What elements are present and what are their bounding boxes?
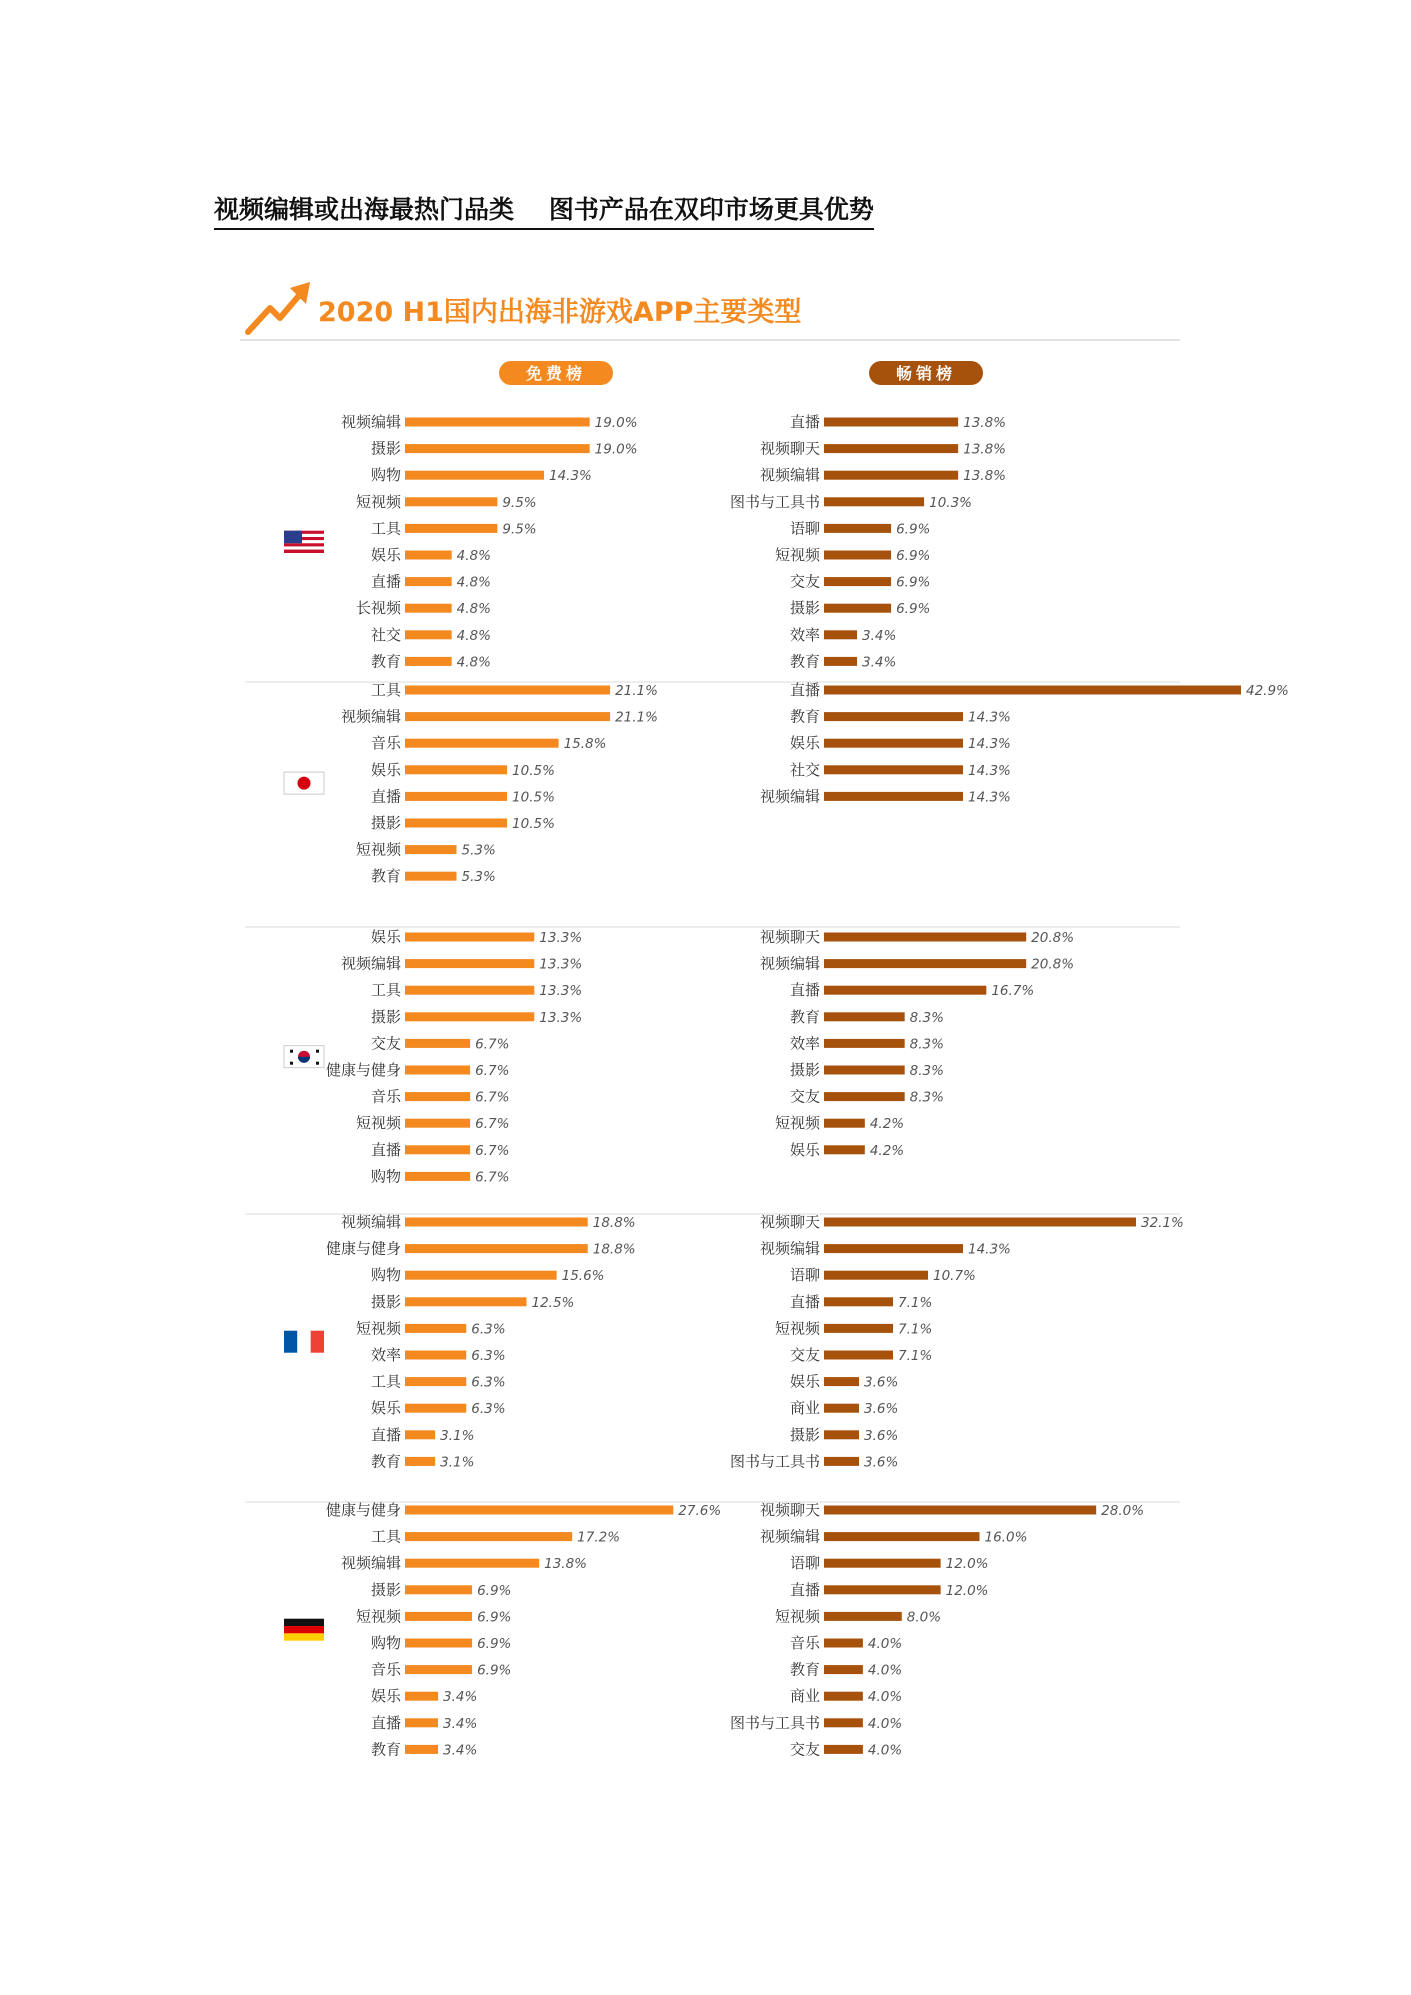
paid-bar [824, 1145, 865, 1154]
free-bar [405, 1324, 466, 1333]
free-category-label: 直播 [370, 787, 401, 806]
paid-category-label: 视频聊天 [759, 928, 820, 946]
paid-category-label: 效率 [789, 625, 820, 644]
free-category-label: 娱乐 [370, 546, 401, 564]
paid-category-label: 语聊 [789, 1554, 820, 1573]
free-bar [405, 739, 559, 748]
free-value-label: 13.3% [539, 930, 583, 946]
paid-bar [824, 959, 1026, 968]
free-category-label: 购物 [370, 1266, 401, 1285]
paid-bar [824, 577, 891, 586]
paid-bar [824, 1244, 963, 1253]
paid-category-label: 交友 [789, 572, 820, 591]
paid-value-label: 13.8% [963, 468, 1007, 485]
paid-category-label: 图书与工具书 [729, 1452, 820, 1471]
free-value-label: 6.9% [477, 1636, 512, 1652]
paid-bar [824, 686, 1241, 695]
free-bar [405, 1585, 472, 1594]
free-value-label: 10.5% [512, 789, 555, 806]
free-category-label: 健康与健身 [325, 1061, 401, 1079]
free-bar [405, 471, 544, 480]
paid-category-label: 视频聊天 [759, 439, 820, 458]
free-value-label: 6.7% [475, 1169, 510, 1186]
free-bar [405, 712, 610, 721]
free-value-label: 13.8% [544, 1556, 588, 1573]
paid-value-label: 10.3% [929, 494, 973, 511]
free-value-label: 4.8% [456, 574, 491, 591]
paid-category-label: 教育 [789, 1007, 820, 1026]
free-value-label: 3.4% [443, 1689, 478, 1706]
free-value-label: 3.4% [443, 1742, 478, 1759]
free-bar [405, 1745, 438, 1754]
free-bar [405, 1718, 438, 1727]
free-value-label: 10.5% [512, 762, 555, 779]
paid-category-label: 短视频 [774, 546, 820, 564]
free-value-label: 4.8% [456, 627, 491, 644]
free-category-label: 摄影 [370, 814, 401, 832]
paid-value-label: 4.0% [867, 1715, 903, 1732]
paid-value-label: 32.1% [1141, 1215, 1184, 1231]
free-value-label: 6.9% [477, 1609, 512, 1626]
free-bar [405, 577, 452, 586]
paid-bar [824, 986, 986, 995]
free-bar [405, 604, 452, 613]
free-value-label: 6.3% [471, 1374, 506, 1391]
chart-title: 2020 H1国内出海非游戏APP主要类型 [318, 297, 802, 328]
paid-category-label: 交友 [789, 1346, 820, 1364]
free-bar [405, 1012, 534, 1021]
free-value-label: 6.7% [475, 1142, 510, 1159]
paid-value-label: 14.3% [967, 1241, 1011, 1258]
paid-bar [824, 604, 891, 613]
free-bar [405, 497, 497, 506]
paid-bar [824, 1457, 859, 1466]
paid-bar [824, 1532, 980, 1541]
paid-category-label: 直播 [789, 681, 820, 699]
paid-value-label: 10.7% [933, 1268, 976, 1285]
paid-value-label: 3.6% [863, 1401, 899, 1418]
fr-flag-icon [284, 1331, 324, 1353]
free-bar [405, 959, 534, 968]
paid-value-label: 8.3% [909, 1036, 944, 1053]
paid-value-label: 4.2% [869, 1142, 905, 1159]
free-value-label: 21.1% [615, 683, 658, 699]
paid-bar [824, 1718, 863, 1727]
paid-category-label: 摄影 [789, 1061, 820, 1079]
paid-value-label: 4.0% [867, 1662, 903, 1679]
free-category-label: 工具 [370, 1527, 401, 1546]
paid-value-label: 4.2% [869, 1116, 905, 1133]
paid-bar [824, 1271, 928, 1280]
paid-value-label: 3.6% [863, 1427, 899, 1444]
free-category-label: 教育 [370, 1740, 401, 1759]
paid-category-label: 短视频 [774, 1607, 820, 1626]
paid-category-label: 交友 [789, 1740, 820, 1759]
free-bar [405, 792, 507, 801]
paid-bar [824, 712, 963, 721]
paid-category-label: 娱乐 [789, 734, 820, 753]
paid-value-label: 16.0% [984, 1529, 1028, 1546]
paid-category-label: 教育 [789, 707, 820, 726]
free-value-label: 5.3% [461, 869, 496, 886]
free-bar [405, 686, 610, 695]
free-category-label: 直播 [370, 1713, 401, 1732]
free-bar [405, 872, 457, 881]
free-category-label: 摄影 [370, 439, 401, 458]
free-bar [405, 1244, 588, 1253]
free-category-label: 健康与健身 [325, 1239, 401, 1258]
paid-value-label: 8.3% [909, 1089, 944, 1106]
free-category-label: 购物 [370, 1634, 401, 1652]
paid-category-label: 交友 [789, 1087, 820, 1106]
free-category-label: 工具 [370, 519, 401, 538]
paid-bar [824, 1665, 863, 1674]
free-bar [405, 1430, 435, 1439]
free-category-label: 交友 [370, 1034, 401, 1053]
paid-bar [824, 1218, 1136, 1227]
paid-value-label: 20.8% [1031, 930, 1075, 946]
free-value-label: 6.7% [475, 1089, 510, 1106]
paid-value-label: 13.8% [963, 415, 1007, 431]
free-bar [405, 1377, 466, 1386]
free-bar [405, 1532, 572, 1541]
paid-bar [824, 765, 963, 774]
free-value-label: 15.6% [561, 1268, 605, 1285]
paid-value-label: 14.3% [967, 762, 1011, 779]
paid-value-label: 28.0% [1101, 1503, 1145, 1519]
paid-bar [824, 933, 1026, 942]
free-value-label: 6.7% [475, 1063, 510, 1079]
free-value-label: 14.3% [548, 468, 592, 485]
paid-value-label: 8.0% [906, 1609, 942, 1626]
free-category-label: 直播 [370, 572, 401, 591]
paid-column-title: 畅销榜 [895, 364, 957, 383]
free-bar [405, 630, 452, 639]
paid-category-label: 图书与工具书 [729, 1713, 820, 1732]
free-category-label: 短视频 [355, 840, 401, 859]
paid-category-label: 短视频 [774, 1114, 820, 1133]
free-category-label: 社交 [370, 625, 401, 644]
free-bar [405, 1066, 470, 1075]
paid-bar [824, 551, 891, 560]
paid-value-label: 6.9% [896, 521, 931, 538]
paid-bar [824, 1092, 905, 1101]
free-category-label: 教育 [370, 867, 401, 886]
paid-category-label: 视频编辑 [759, 466, 820, 485]
paid-bar [824, 1692, 863, 1701]
paid-value-label: 3.6% [863, 1374, 899, 1391]
us-flag-icon [284, 531, 324, 553]
de-flag-icon [284, 1619, 324, 1641]
paid-bar [824, 1639, 863, 1648]
free-bar [405, 551, 452, 560]
free-value-label: 6.9% [477, 1582, 512, 1599]
free-category-label: 教育 [370, 652, 401, 671]
free-bar [405, 1172, 470, 1181]
free-value-label: 9.5% [502, 521, 537, 538]
free-column-title: 免费榜 [525, 364, 587, 383]
free-bar [405, 418, 590, 427]
free-bar [405, 1297, 527, 1306]
paid-bar [824, 1404, 859, 1413]
paid-category-label: 视频聊天 [759, 1213, 820, 1231]
free-value-label: 15.8% [563, 736, 607, 753]
free-category-label: 视频编辑 [340, 1554, 401, 1573]
paid-bar [824, 630, 857, 639]
free-category-label: 娱乐 [370, 760, 401, 779]
chart-panel [240, 262, 1289, 1832]
free-value-label: 19.0% [594, 415, 638, 431]
paid-bar [824, 1745, 863, 1754]
free-value-label: 3.1% [440, 1427, 475, 1444]
free-category-label: 摄影 [370, 1292, 401, 1311]
paid-category-label: 音乐 [789, 1634, 820, 1652]
paid-bar [824, 1377, 859, 1386]
free-value-label: 6.7% [475, 1036, 510, 1053]
paid-category-label: 娱乐 [789, 1372, 820, 1391]
paid-value-label: 16.7% [991, 983, 1035, 1000]
free-category-label: 视频编辑 [340, 1213, 401, 1231]
free-category-label: 音乐 [370, 1660, 401, 1679]
paid-value-label: 7.1% [898, 1294, 933, 1311]
paid-category-label: 摄影 [789, 1425, 820, 1444]
free-bar [405, 986, 534, 995]
paid-category-label: 语聊 [789, 1266, 820, 1285]
free-value-label: 13.3% [539, 1009, 583, 1026]
free-bar [405, 1639, 472, 1648]
free-bar [405, 1271, 557, 1280]
free-bar [405, 845, 457, 854]
free-bar [405, 1665, 472, 1674]
paid-value-label: 4.0% [867, 1689, 903, 1706]
free-value-label: 18.8% [592, 1215, 636, 1231]
paid-bar [824, 1506, 1096, 1515]
free-bar [405, 1612, 472, 1621]
free-category-label: 购物 [370, 466, 401, 485]
page-heading: 视频编辑或出海最热门品类 图书产品在双印市场更具优势 [214, 190, 874, 230]
chart-svg [240, 262, 1289, 1832]
free-value-label: 6.3% [471, 1348, 506, 1364]
paid-bar [824, 1066, 905, 1075]
free-bar [405, 524, 497, 533]
free-category-label: 健康与健身 [325, 1501, 401, 1519]
paid-bar [824, 471, 958, 480]
free-category-label: 短视频 [355, 1114, 401, 1133]
paid-value-label: 6.9% [896, 574, 931, 591]
free-category-label: 摄影 [370, 1007, 401, 1026]
paid-value-label: 7.1% [898, 1321, 933, 1338]
free-category-label: 工具 [370, 681, 401, 699]
paid-value-label: 8.3% [909, 1009, 944, 1026]
free-bar [405, 933, 534, 942]
free-bar [405, 1218, 588, 1227]
free-bar [405, 1506, 673, 1515]
free-bar [405, 657, 452, 666]
paid-category-label: 效率 [789, 1034, 820, 1053]
free-bar [405, 1559, 539, 1568]
free-category-label: 音乐 [370, 1087, 401, 1106]
paid-category-label: 短视频 [774, 1319, 820, 1338]
paid-value-label: 13.8% [963, 441, 1007, 458]
paid-bar [824, 1119, 865, 1128]
paid-bar [824, 1324, 893, 1333]
free-value-label: 10.5% [512, 816, 555, 832]
free-bar [405, 765, 507, 774]
paid-category-label: 图书与工具书 [729, 492, 820, 511]
paid-value-label: 6.9% [896, 601, 931, 618]
paid-value-label: 8.3% [909, 1063, 944, 1079]
free-category-label: 效率 [370, 1346, 401, 1364]
free-value-label: 3.1% [440, 1454, 475, 1471]
free-value-label: 17.2% [577, 1529, 621, 1546]
free-bar [405, 1119, 470, 1128]
free-bar [405, 1039, 470, 1048]
paid-category-label: 语聊 [789, 519, 820, 538]
free-category-label: 工具 [370, 981, 401, 1000]
free-category-label: 视频编辑 [340, 954, 401, 973]
free-category-label: 摄影 [370, 1580, 401, 1599]
paid-value-label: 6.9% [896, 548, 931, 564]
free-category-label: 短视频 [355, 1607, 401, 1626]
paid-bar [824, 524, 891, 533]
paid-bar [824, 418, 958, 427]
paid-category-label: 商业 [789, 1399, 820, 1418]
free-value-label: 3.4% [443, 1715, 478, 1732]
paid-category-label: 社交 [789, 760, 820, 779]
paid-value-label: 42.9% [1245, 683, 1289, 699]
paid-bar [824, 497, 924, 506]
paid-category-label: 视频编辑 [759, 787, 820, 806]
paid-bar [824, 1559, 941, 1568]
free-category-label: 购物 [370, 1167, 401, 1186]
free-bar [405, 1351, 466, 1360]
paid-bar [824, 1039, 905, 1048]
paid-bar [824, 1297, 893, 1306]
paid-value-label: 12.0% [945, 1556, 989, 1573]
free-category-label: 教育 [370, 1452, 401, 1471]
paid-category-label: 商业 [789, 1687, 820, 1706]
free-value-label: 5.3% [461, 842, 496, 859]
free-value-label: 12.5% [531, 1294, 575, 1311]
paid-value-label: 14.3% [967, 736, 1011, 753]
free-category-label: 娱乐 [370, 928, 401, 946]
free-value-label: 18.8% [592, 1241, 636, 1258]
free-category-label: 娱乐 [370, 1399, 401, 1418]
free-value-label: 27.6% [678, 1503, 722, 1519]
paid-value-label: 20.8% [1031, 956, 1075, 973]
paid-value-label: 14.3% [967, 789, 1011, 806]
paid-category-label: 视频编辑 [759, 1527, 820, 1546]
free-category-label: 短视频 [355, 1319, 401, 1338]
paid-category-label: 摄影 [789, 599, 820, 618]
paid-value-label: 14.3% [967, 709, 1011, 726]
paid-bar [824, 1012, 905, 1021]
free-value-label: 4.8% [456, 601, 491, 618]
free-category-label: 音乐 [370, 734, 401, 753]
paid-category-label: 视频编辑 [759, 954, 820, 973]
paid-category-label: 教育 [789, 652, 820, 671]
paid-value-label: 4.0% [867, 1636, 903, 1652]
paid-category-label: 娱乐 [789, 1140, 820, 1159]
free-category-label: 短视频 [355, 492, 401, 511]
free-category-label: 视频编辑 [340, 707, 401, 726]
paid-value-label: 7.1% [898, 1348, 933, 1364]
paid-value-label: 3.4% [862, 627, 897, 644]
free-value-label: 19.0% [594, 441, 638, 458]
paid-bar [824, 1585, 941, 1594]
free-value-label: 6.7% [475, 1116, 510, 1133]
paid-category-label: 直播 [789, 1292, 820, 1311]
paid-bar [824, 657, 857, 666]
trend-arrow-icon [248, 282, 310, 332]
free-category-label: 直播 [370, 1425, 401, 1444]
paid-category-label: 教育 [789, 1660, 820, 1679]
free-bar [405, 1692, 438, 1701]
paid-value-label: 3.4% [862, 654, 897, 671]
paid-bar [824, 444, 958, 453]
paid-bar [824, 1351, 893, 1360]
jp-flag-icon [284, 772, 324, 794]
paid-bar [824, 739, 963, 748]
free-bar [405, 1404, 466, 1413]
paid-bar [824, 1430, 859, 1439]
free-value-label: 4.8% [456, 548, 491, 564]
free-bar [405, 1457, 435, 1466]
free-value-label: 6.3% [471, 1321, 506, 1338]
paid-category-label: 直播 [789, 413, 820, 431]
free-bar [405, 1145, 470, 1154]
paid-bar [824, 792, 963, 801]
free-category-label: 长视频 [355, 599, 401, 618]
free-value-label: 21.1% [615, 709, 658, 726]
paid-category-label: 视频聊天 [759, 1501, 820, 1519]
free-bar [405, 444, 590, 453]
paid-category-label: 直播 [789, 981, 820, 1000]
paid-bar [824, 1612, 902, 1621]
free-category-label: 直播 [370, 1140, 401, 1159]
free-value-label: 6.9% [477, 1662, 512, 1679]
paid-value-label: 3.6% [863, 1454, 899, 1471]
kr-flag-icon [284, 1046, 324, 1068]
paid-value-label: 4.0% [867, 1742, 903, 1759]
paid-category-label: 直播 [789, 1580, 820, 1599]
free-category-label: 工具 [370, 1372, 401, 1391]
paid-category-label: 视频编辑 [759, 1239, 820, 1258]
free-value-label: 6.3% [471, 1401, 506, 1418]
free-value-label: 13.3% [539, 983, 583, 1000]
paid-value-label: 12.0% [945, 1582, 989, 1599]
free-value-label: 4.8% [456, 654, 491, 671]
free-bar [405, 819, 507, 828]
free-bar [405, 1092, 470, 1101]
free-value-label: 9.5% [502, 494, 537, 511]
free-category-label: 娱乐 [370, 1687, 401, 1706]
free-category-label: 视频编辑 [340, 413, 401, 431]
free-value-label: 13.3% [539, 956, 583, 973]
